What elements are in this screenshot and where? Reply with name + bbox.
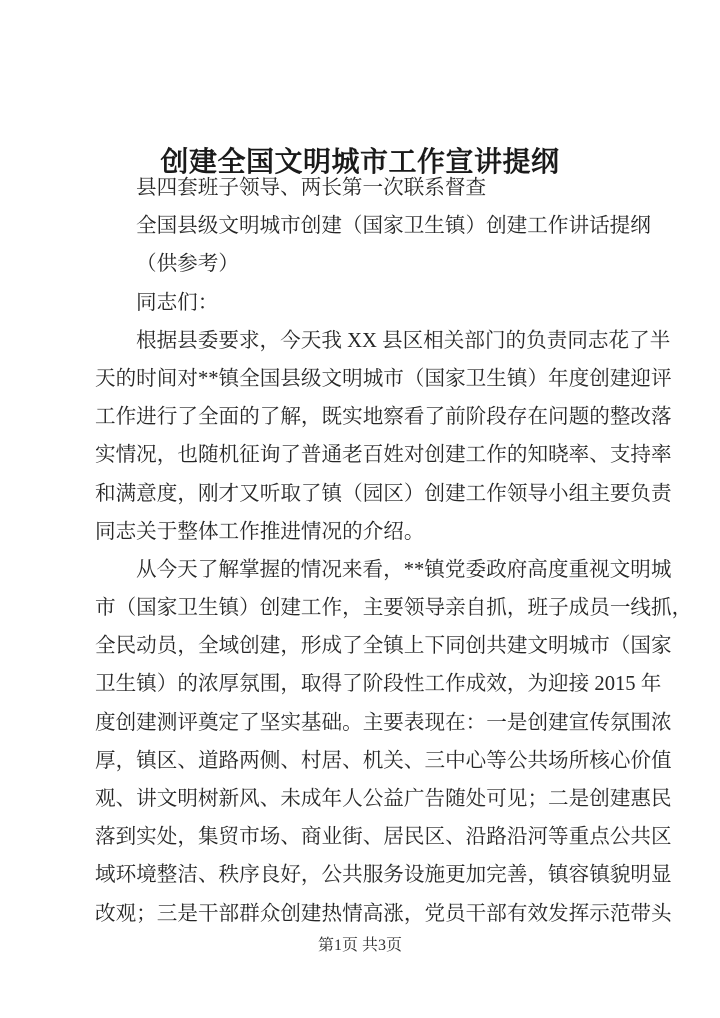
paragraph-2-line: 卫生镇）的浓厚氛围，取得了阶段性工作成效，为迎接 2015 年 xyxy=(95,673,662,696)
paragraph-1-line: 实情况，也随机征询了普通老百姓对创建工作的知晓率、支持率 xyxy=(95,444,672,467)
document-body xyxy=(95,169,693,933)
paragraph-2-line: 域环境整洁、秩序良好，公共服务设施更加完善，镇容镇貌明显 xyxy=(95,864,672,887)
paragraph-1-line: 天的时间对**镇全国县级文明城市（国家卫生镇）年度创建迎评 xyxy=(95,367,672,390)
subtitle-line-3: （供参考） xyxy=(136,253,239,276)
salutation: 同志们： xyxy=(136,291,219,314)
paragraph-2-line: 厚，镇区、道路两侧、村居、机关、三中心等公共场所核心价值 xyxy=(95,749,672,772)
paragraph-1-line: 和满意度，刚才又听取了镇（园区）创建工作领导小组主要负责 xyxy=(95,482,672,505)
subtitle-line-2: 全国县级文明城市创建（国家卫生镇）创建工作讲话提纲 xyxy=(136,215,651,238)
paragraph-2-line: 落到实处，集贸市场、商业街、居民区、沿路沿河等重点公共区 xyxy=(95,826,672,849)
paragraph-2-line: 度创建测评奠定了坚实基础。主要表现在：一是创建宣传氛围浓 xyxy=(95,711,672,734)
paragraph-2-line: 全民动员，全域创建，形成了全镇上下同创共建文明城市（国家 xyxy=(95,635,672,658)
paragraph-2-line: 改观；三是干部群众创建热情高涨，党员干部有效发挥示范带头 xyxy=(95,902,672,925)
paragraph-2-line: 从今天了解掌握的情况来看，**镇党委政府高度重视文明城 xyxy=(136,558,672,581)
paragraph-2-line: 观、讲文明树新风、未成年人公益广告随处可见；二是创建惠民 xyxy=(95,788,672,810)
paragraph-1-line: 同志关于整体工作推进情况的介绍。 xyxy=(95,520,425,543)
paragraph-1-line: 工作进行了全面的了解，既实地察看了前阶段存在问题的整改落 xyxy=(95,406,672,429)
paragraph-1-line: 根据县委要求，今天我 XX 县区相关部门的负责同志花了半 xyxy=(136,329,671,352)
document-title: 创建全国文明城市工作宣讲提纲 xyxy=(160,146,560,178)
subtitle-line-1: 县四套班子领导、两长第一次联系督查 xyxy=(136,177,487,199)
page-number-footer: 第1页 共3页 xyxy=(317,937,402,954)
paragraph-2-line: 市（国家卫生镇）创建工作，主要领导亲自抓，班子成员一线抓， xyxy=(95,597,693,620)
